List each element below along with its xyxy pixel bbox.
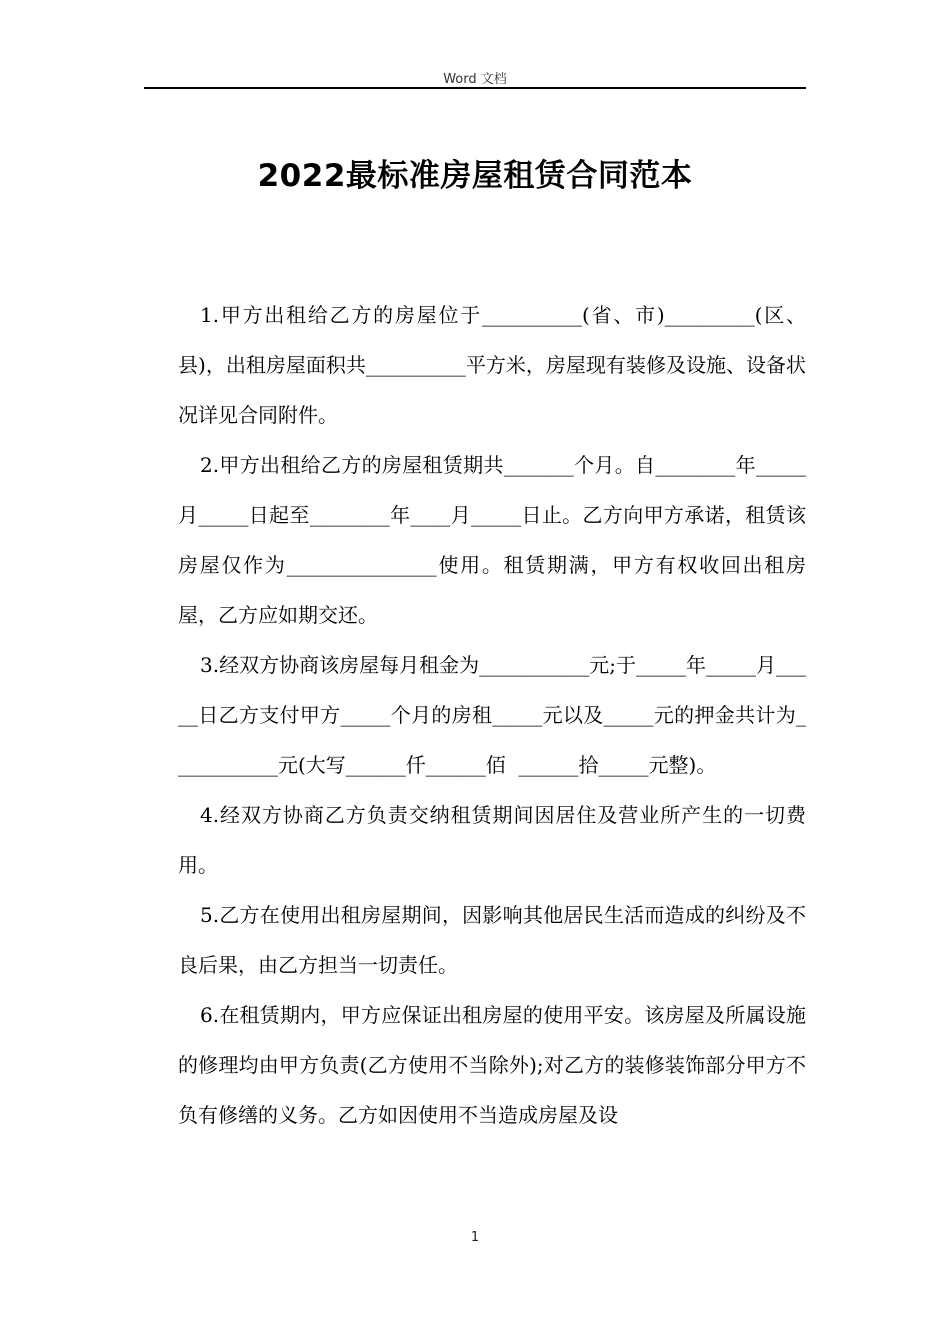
- page-number: 1: [470, 1230, 480, 1245]
- page-header-label: Word 文档: [443, 72, 507, 87]
- document-title: 2022最标准房屋租赁合同范本: [257, 158, 693, 194]
- clause-3: 3.经双方协商该房屋每月租金为___________元;于_____年_____月_____日乙方支付甲方_____个月的房租_____元以及_____元的押金共计为___________元(大写______仟______佰 ______拾_____元整)。: [178, 653, 806, 777]
- header-divider: [144, 87, 806, 89]
- clause-2: 2.甲方出租给乙方的房屋租赁期共_______个月。自________年_____月_____日起至________年____月_____日止。乙方向甲方承诺，租赁该房屋仅作为_______________使用。租赁期满，甲方有权收回出租房屋，乙方应如期交还。: [178, 453, 806, 627]
- document-body: [178, 290, 806, 1140]
- clause-6: 6.在租赁期内，甲方应保证出租房屋的使用平安。该房屋及所属设施的修理均由甲方负责(乙方使用不当除外);对乙方的装修装饰部分甲方不负有修缮的义务。乙方如因使用不当造成房屋及设: [178, 1003, 806, 1127]
- clause-1: 1.甲方出租给乙方的房屋位于__________(省、市)_________(区、县)，出租房屋面积共__________平方米，房屋现有装修及设施、设备状况详见合同附件。: [178, 303, 806, 427]
- clause-5: 5.乙方在使用出租房屋期间，因影响其他居民生活而造成的纠纷及不良后果，由乙方担当一切责任。: [178, 903, 806, 977]
- clause-4: 4.经双方协商乙方负责交纳租赁期间因居住及营业所产生的一切费用。: [178, 803, 806, 877]
